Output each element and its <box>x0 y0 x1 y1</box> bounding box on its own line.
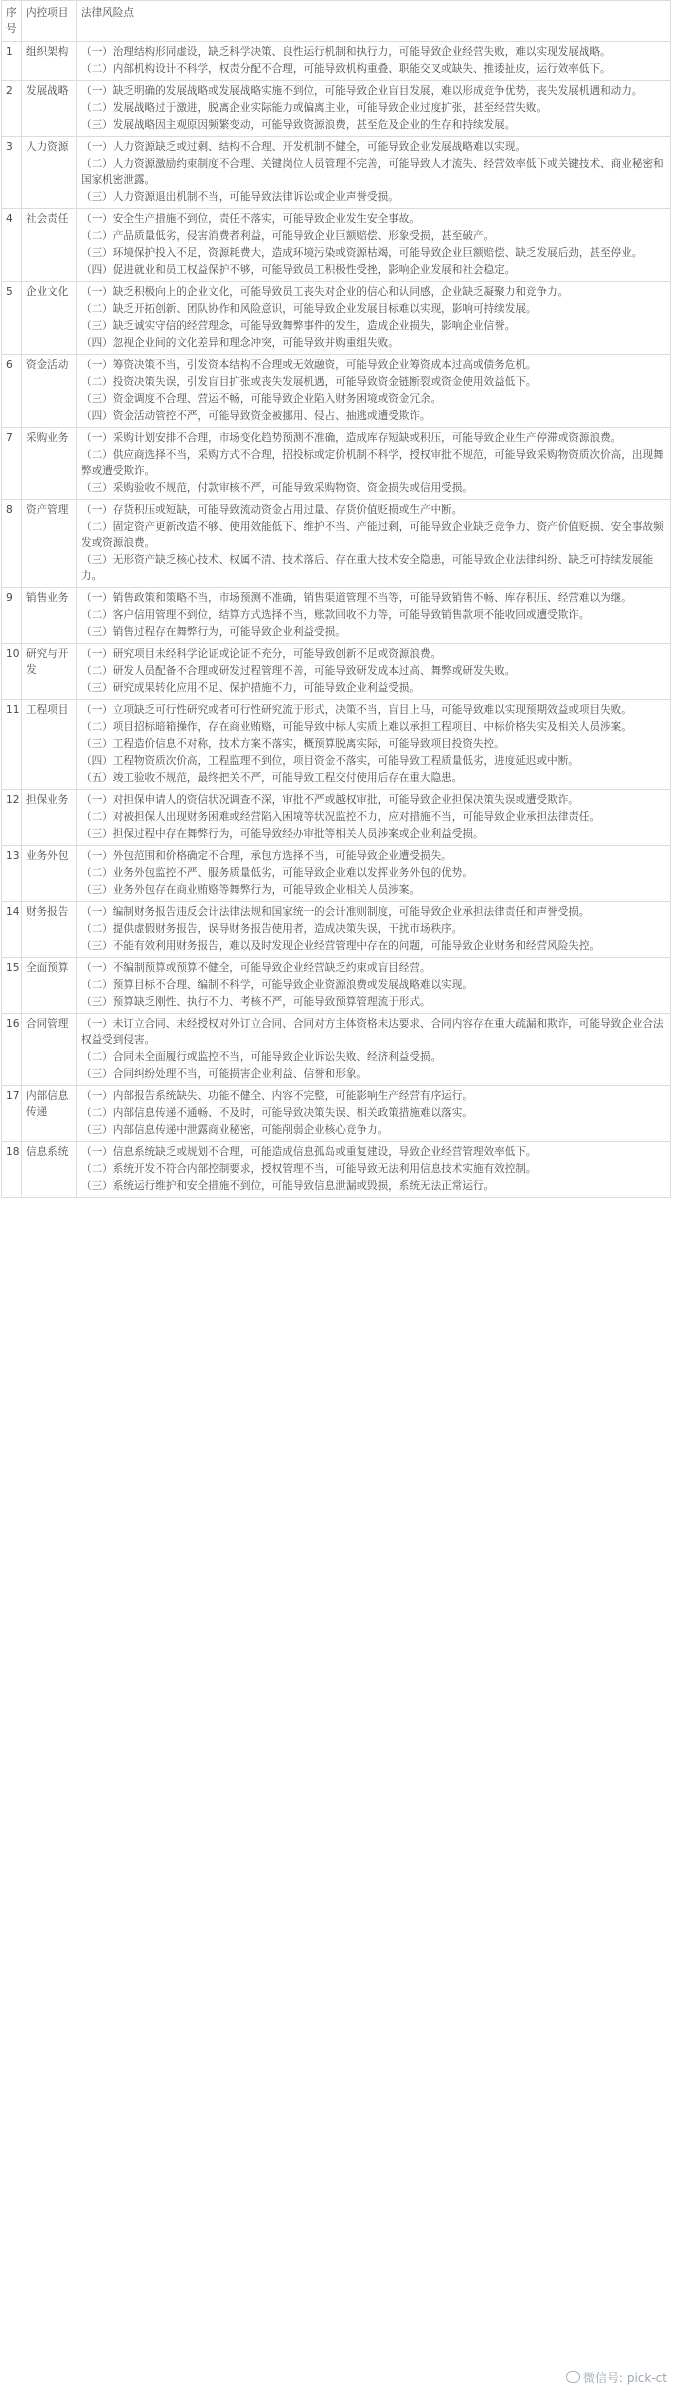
risk-point: （一）销售政策和策略不当，市场预测不准确，销售渠道管理不当等，可能导致销售不畅、库存积压、经营难以为继。 <box>81 592 632 604</box>
risk-point: （一）立项缺乏可行性研究或者可行性研究流于形式，决策不当，盲目上马，可能导致难以实现预期效益或项目失败。 <box>81 704 632 716</box>
table-body <box>2 42 671 1198</box>
risk-point: （一）采购计划安排不合理，市场变化趋势预测不准确，造成库存短缺或积压，可能导致企业生产停滞或资源浪费。 <box>81 432 622 444</box>
control-item: 采购业务 <box>22 428 77 500</box>
risk-point: （三）研究成果转化应用不足、保护措施不力，可能导致企业利益受损。 <box>81 682 420 694</box>
table-row <box>2 958 671 1014</box>
risk-point: （三）无形资产缺乏核心技术、权属不清、技术落后、存在重大技术安全隐患，可能导致企业法律纠纷、缺乏可持续发展能力。 <box>81 554 654 582</box>
risk-point: （一）信息系统缺乏或规划不合理，可能造成信息孤岛或重复建设，导致企业经营管理效率低下。 <box>81 1146 537 1158</box>
row-number: 15 <box>2 958 22 1014</box>
risk-point: （一）存货积压或短缺，可能导致流动资金占用过量、存货价值贬损或生产中断。 <box>81 504 463 516</box>
risk-points <box>77 790 671 846</box>
table-row <box>2 428 671 500</box>
table-row <box>2 588 671 644</box>
risk-point: （二）研发人员配备不合理或研发过程管理不善，可能导致研发成本过高、舞弊或研发失败。 <box>81 665 516 677</box>
risk-points <box>77 588 671 644</box>
control-item: 发展战略 <box>22 81 77 137</box>
row-number: 3 <box>2 137 22 209</box>
risk-points <box>77 644 671 700</box>
risk-point: （二）提供虚假财务报告，误导财务报告使用者，造成决策失误，干扰市场秩序。 <box>81 923 463 935</box>
control-item: 资产管理 <box>22 500 77 588</box>
risk-point: （四）忽视企业间的文化差异和理念冲突，可能导致并购重组失败。 <box>81 337 399 349</box>
control-item: 销售业务 <box>22 588 77 644</box>
watermark-text: 微信号: pick-ct <box>583 2371 667 2385</box>
risk-point: （三）系统运行维护和安全措施不到位，可能导致信息泄漏或毁损，系统无法正常运行。 <box>81 1180 495 1192</box>
risk-point: （二）预算目标不合理、编制不科学，可能导致企业资源浪费或发展战略难以实现。 <box>81 979 473 991</box>
row-number: 9 <box>2 588 22 644</box>
risk-point: （三）业务外包存在商业贿赂等舞弊行为，可能导致企业相关人员涉案。 <box>81 884 420 896</box>
row-number: 6 <box>2 355 22 428</box>
risk-point: （一）外包范围和价格确定不合理，承包方选择不当，可能导致企业遭受损失。 <box>81 850 452 862</box>
row-number: 17 <box>2 1086 22 1142</box>
risk-point: （一）缺乏积极向上的企业文化，可能导致员工丧失对企业的信心和认同感，企业缺乏凝聚力和竞争力。 <box>81 286 569 298</box>
risk-point: （二）项目招标暗箱操作，存在商业贿赂，可能导致中标人实质上难以承担工程项目、中标价格失实及相关人员涉案。 <box>81 721 632 733</box>
risk-point: （二）人力资源激励约束制度不合理、关键岗位人员管理不完善，可能导致人才流失、经营效率低下或关键技术、商业秘密和国家机密泄露。 <box>81 158 664 186</box>
risk-points <box>77 428 671 500</box>
risk-point: （二）业务外包监控不严、服务质量低劣，可能导致企业难以发挥业务外包的优势。 <box>81 867 473 879</box>
table-row <box>2 282 671 355</box>
control-item: 担保业务 <box>22 790 77 846</box>
control-item: 人力资源 <box>22 137 77 209</box>
risk-point: （一）对担保申请人的资信状况调查不深，审批不严或越权审批，可能导致企业担保决策失误或遭受欺诈。 <box>81 794 579 806</box>
table-row <box>2 644 671 700</box>
control-item: 内部信息传递 <box>22 1086 77 1142</box>
row-number: 7 <box>2 428 22 500</box>
header-no: 序号 <box>2 1 22 42</box>
control-item: 社会责任 <box>22 209 77 282</box>
control-item: 全面预算 <box>22 958 77 1014</box>
risk-point: （二）内部机构设计不科学，权责分配不合理，可能导致机构重叠、职能交叉或缺失、推诿扯皮，运行效率低下。 <box>81 63 611 75</box>
table-row <box>2 81 671 137</box>
risk-point: （一）研究项目未经科学论证或论证不充分，可能导致创新不足或资源浪费。 <box>81 648 442 660</box>
risk-point: （三）不能有效利用财务报告，难以及时发现企业经营管理中存在的问题，可能导致企业财务和经营风险失控。 <box>81 940 601 952</box>
row-number: 12 <box>2 790 22 846</box>
table-row <box>2 355 671 428</box>
risk-point: （三）资金调度不合理、营运不畅，可能导致企业陷入财务困境或资金冗余。 <box>81 393 442 405</box>
risk-point: （二）合同未全面履行或监控不当，可能导致企业诉讼失败、经济利益受损。 <box>81 1051 442 1063</box>
risk-point: （二）客户信用管理不到位，结算方式选择不当，账款回收不力等，可能导致销售款项不能收回或遭受欺诈。 <box>81 609 590 621</box>
risk-point: （三）内部信息传递中泄露商业秘密，可能削弱企业核心竞争力。 <box>81 1124 389 1136</box>
risk-points <box>77 846 671 902</box>
row-number: 18 <box>2 1142 22 1198</box>
risk-point: （四）工程物资质次价高，工程监理不到位，项目资金不落实，可能导致工程质量低劣，进度延迟或中断。 <box>81 755 579 767</box>
header-item: 内控项目 <box>22 1 77 42</box>
risk-point: （二）对被担保人出现财务困难或经营陷入困境等状况监控不力，应对措施不当，可能导致企业承担法律责任。 <box>81 811 601 823</box>
risk-point: （二）内部信息传递不通畅、不及时，可能导致决策失误、相关政策措施难以落实。 <box>81 1107 473 1119</box>
table-row <box>2 137 671 209</box>
control-item: 工程项目 <box>22 700 77 790</box>
risk-point: （三）发展战略因主观原因频繁变动，可能导致资源浪费，甚至危及企业的生存和持续发展。 <box>81 119 516 131</box>
row-number: 11 <box>2 700 22 790</box>
risk-point: （三）担保过程中存在舞弊行为，可能导致经办审批等相关人员涉案或企业利益受损。 <box>81 828 484 840</box>
row-number: 13 <box>2 846 22 902</box>
risk-points <box>77 355 671 428</box>
table-row <box>2 500 671 588</box>
risk-point: （三）预算缺乏刚性、执行不力、考核不严，可能导致预算管理流于形式。 <box>81 996 431 1008</box>
table-row <box>2 209 671 282</box>
risk-points <box>77 137 671 209</box>
risk-point: （一）人力资源缺乏或过剩、结构不合理、开发机制不健全，可能导致企业发展战略难以实现。 <box>81 141 526 153</box>
risk-points <box>77 958 671 1014</box>
risk-point: （四）资金活动管控不严，可能导致资金被挪用、侵占、抽逃或遭受欺诈。 <box>81 410 431 422</box>
control-item: 资金活动 <box>22 355 77 428</box>
risk-point: （三）环境保护投入不足，资源耗费大，造成环境污染或资源枯竭，可能导致企业巨额赔偿、缺乏发展后劲，甚至停业。 <box>81 247 643 259</box>
risk-point: （二）固定资产更新改造不够、使用效能低下、维护不当、产能过剩，可能导致企业缺乏竞争力、资产价值贬损、安全事故频发或资源浪费。 <box>81 521 664 549</box>
risk-point: （一）内部报告系统缺失、功能不健全、内容不完整，可能影响生产经营有序运行。 <box>81 1090 473 1102</box>
table-row <box>2 846 671 902</box>
risk-points <box>77 1086 671 1142</box>
control-item: 业务外包 <box>22 846 77 902</box>
risk-points <box>77 209 671 282</box>
risk-point: （三）采购验收不规范，付款审核不严，可能导致采购物资、资金损失或信用受损。 <box>81 482 473 494</box>
table-header-row <box>2 1 671 42</box>
risk-point: （二）系统开发不符合内部控制要求，授权管理不当，可能导致无法利用信息技术实施有效控制。 <box>81 1163 537 1175</box>
risk-point: （一）筹资决策不当，引发资本结构不合理或无效融资，可能导致企业筹资成本过高或债务危机。 <box>81 359 537 371</box>
risk-points <box>77 902 671 958</box>
risk-point: （三）合同纠纷处理不当，可能损害企业利益、信誉和形象。 <box>81 1068 368 1080</box>
row-number: 16 <box>2 1014 22 1086</box>
risk-points <box>77 500 671 588</box>
risk-point: （三）销售过程存在舞弊行为，可能导致企业利益受损。 <box>81 626 346 638</box>
risk-points <box>77 81 671 137</box>
risk-point: （三）缺乏诚实守信的经营理念，可能导致舞弊事件的发生，造成企业损失，影响企业信誉。 <box>81 320 516 332</box>
row-number: 10 <box>2 644 22 700</box>
risk-points <box>77 42 671 81</box>
risk-point: （一）未订立合同、未经授权对外订立合同、合同对方主体资格未达要求、合同内容存在重大疏漏和欺诈，可能导致企业合法权益受到侵害。 <box>81 1018 664 1046</box>
control-item: 信息系统 <box>22 1142 77 1198</box>
row-number: 4 <box>2 209 22 282</box>
risk-point: （二）投资决策失误，引发盲目扩张或丧失发展机遇，可能导致资金链断裂或资金使用效益低下。 <box>81 376 537 388</box>
table-row <box>2 902 671 958</box>
row-number: 5 <box>2 282 22 355</box>
row-number: 1 <box>2 42 22 81</box>
wechat-icon <box>566 2371 580 2383</box>
risk-point: （五）竣工验收不规范，最终把关不严，可能导致工程交付使用后存在重大隐患。 <box>81 772 463 784</box>
risk-point: （二）缺乏开拓创新、团队协作和风险意识，可能导致企业发展目标难以实现，影响可持续发展。 <box>81 303 537 315</box>
control-item: 组织架构 <box>22 42 77 81</box>
control-item: 企业文化 <box>22 282 77 355</box>
risk-point: （二）供应商选择不当，采购方式不合理，招投标或定价机制不科学，授权审批不规范，可能导致采购物资质次价高，出现舞弊或遭受欺诈。 <box>81 449 664 477</box>
risk-point: （一）安全生产措施不到位，责任不落实，可能导致企业发生安全事故。 <box>81 213 420 225</box>
watermark <box>562 2368 671 2387</box>
row-number: 2 <box>2 81 22 137</box>
row-number: 8 <box>2 500 22 588</box>
header-risk: 法律风险点 <box>77 1 671 42</box>
control-item: 财务报告 <box>22 902 77 958</box>
risk-point: （三）人力资源退出机制不当，可能导致法律诉讼或企业声誉受损。 <box>81 191 399 203</box>
control-item: 研究与开发 <box>22 644 77 700</box>
table-row <box>2 1086 671 1142</box>
table-row <box>2 700 671 790</box>
risk-point: （一）编制财务报告违反会计法律法规和国家统一的会计准则制度，可能导致企业承担法律责任和声誉受损。 <box>81 906 590 918</box>
row-number: 14 <box>2 902 22 958</box>
table-row <box>2 42 671 81</box>
risk-point: （一）不编制预算或预算不健全，可能导致企业经营缺乏约束或盲目经营。 <box>81 962 431 974</box>
risk-points <box>77 700 671 790</box>
risk-point: （三）工程造价信息不对称，技术方案不落实，概预算脱离实际，可能导致项目投资失控。 <box>81 738 505 750</box>
risk-points <box>77 282 671 355</box>
risk-points <box>77 1142 671 1198</box>
risk-point: （一）缺乏明确的发展战略或发展战略实施不到位，可能导致企业盲目发展，难以形成竞争优势，丧失发展机遇和动力。 <box>81 85 643 97</box>
risk-points <box>77 1014 671 1086</box>
table-row <box>2 790 671 846</box>
table-row <box>2 1142 671 1198</box>
risk-point: （二）产品质量低劣，侵害消费者利益，可能导致企业巨额赔偿、形象受损，甚至破产。 <box>81 230 495 242</box>
risk-point: （四）促进就业和员工权益保护不够，可能导致员工积极性受挫，影响企业发展和社会稳定。 <box>81 264 516 276</box>
risk-table <box>1 0 671 1198</box>
table-row <box>2 1014 671 1086</box>
risk-point: （二）发展战略过于激进，脱离企业实际能力或偏离主业，可能导致企业过度扩张，甚至经营失败。 <box>81 102 548 114</box>
risk-point: （一）治理结构形同虚设，缺乏科学决策、良性运行机制和执行力，可能导致企业经营失败，难以实现发展战略。 <box>81 46 611 58</box>
control-item: 合同管理 <box>22 1014 77 1086</box>
